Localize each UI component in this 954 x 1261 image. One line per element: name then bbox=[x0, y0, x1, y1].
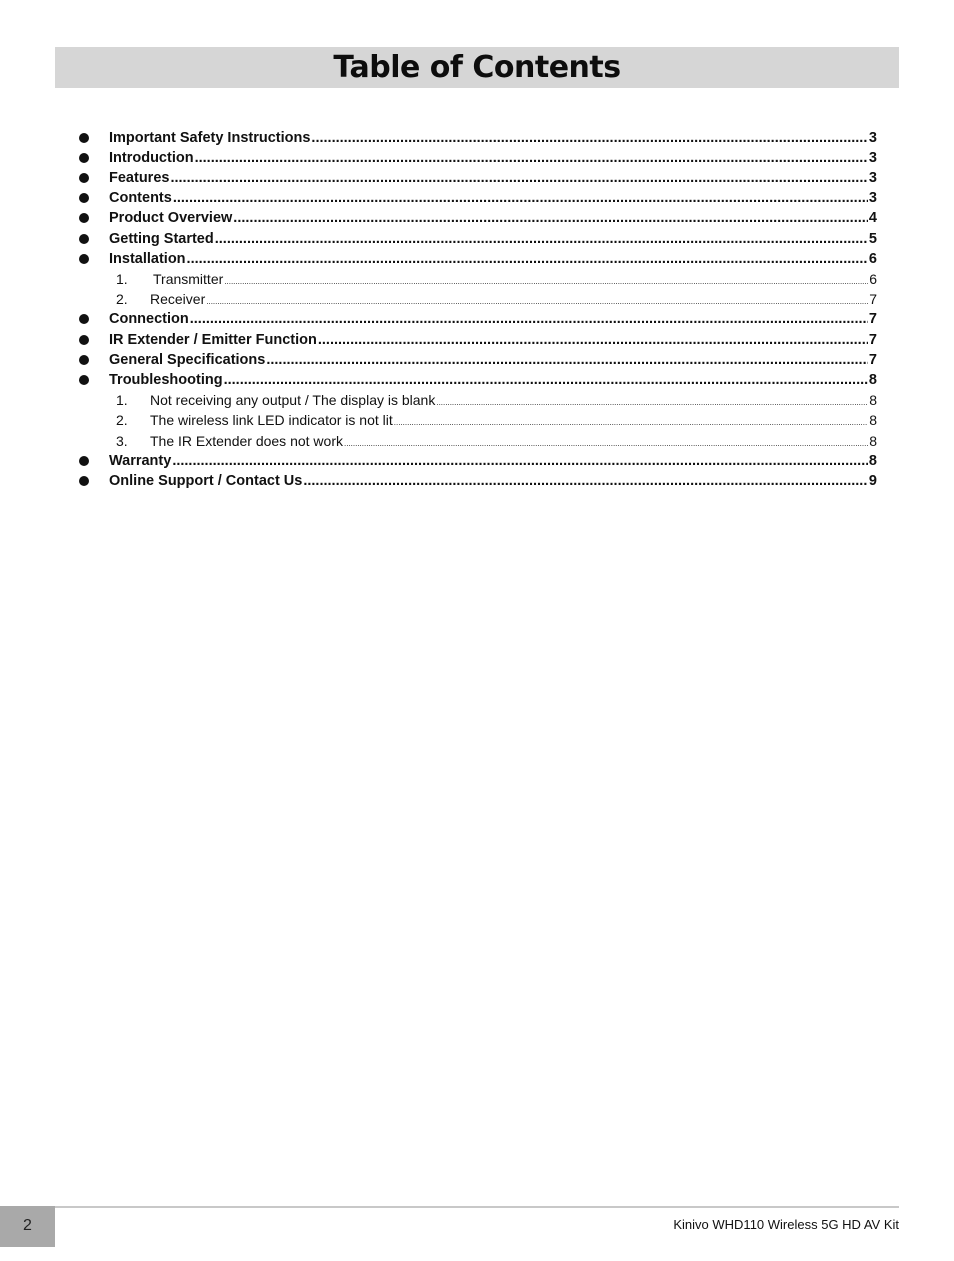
toc-subentry[interactable] bbox=[0, 289, 954, 309]
leader-dots bbox=[318, 330, 868, 350]
title-bar bbox=[55, 47, 899, 88]
toc-entry-label: General Specifications bbox=[109, 352, 266, 368]
toc-entry[interactable] bbox=[0, 451, 954, 471]
leader-dots bbox=[303, 471, 868, 491]
footer-divider bbox=[55, 1206, 899, 1208]
toc-entry-label: Installation bbox=[109, 251, 186, 267]
toc-entry[interactable] bbox=[0, 229, 954, 249]
toc-entry[interactable] bbox=[0, 471, 954, 491]
toc-subentry-number: 2. bbox=[116, 291, 128, 307]
toc-subentry-label: The wireless link LED indicator is not lit bbox=[150, 412, 393, 428]
toc-entry-page: 3 bbox=[868, 150, 877, 166]
toc-subentry-number: 1. bbox=[116, 392, 128, 408]
bullet-icon bbox=[79, 254, 89, 264]
toc-entry-label: Contents bbox=[109, 190, 172, 206]
toc-entry-page: 8 bbox=[868, 453, 877, 469]
toc-entry[interactable] bbox=[0, 350, 954, 370]
leader-dots bbox=[170, 168, 867, 188]
toc-subentry-page: 6 bbox=[869, 271, 877, 287]
toc-subentry-label: Receiver bbox=[150, 291, 206, 307]
bullet-icon bbox=[79, 213, 89, 223]
toc-entry[interactable] bbox=[0, 309, 954, 329]
toc-entry-label: Warranty bbox=[109, 453, 172, 469]
leader-dots bbox=[233, 208, 868, 228]
toc-subentry-number: 3. bbox=[116, 433, 128, 449]
toc-entry[interactable] bbox=[0, 249, 954, 269]
toc-entry[interactable] bbox=[0, 168, 954, 188]
toc-entry-label: Getting Started bbox=[109, 231, 214, 247]
toc-subentry-page: 7 bbox=[869, 291, 877, 307]
toc-entry-page: 3 bbox=[868, 170, 877, 186]
toc-entry-label: IR Extender / Emitter Function bbox=[109, 332, 317, 348]
leader-dots bbox=[266, 350, 868, 370]
toc-subentry-page: 8 bbox=[869, 433, 877, 449]
toc-subentry-number: 1. bbox=[116, 271, 128, 287]
toc-subentry-label: Transmitter bbox=[153, 271, 224, 287]
toc-entry-page: 3 bbox=[868, 190, 877, 206]
bullet-icon bbox=[79, 355, 89, 365]
bullet-icon bbox=[79, 314, 89, 324]
toc-entry-page: 3 bbox=[868, 130, 877, 146]
bullet-icon bbox=[79, 193, 89, 203]
toc-entry-page: 5 bbox=[868, 231, 877, 247]
toc-subentry-page: 8 bbox=[869, 392, 877, 408]
toc-entry-page: 6 bbox=[868, 251, 877, 267]
toc-subentry[interactable] bbox=[0, 410, 954, 430]
toc-entry[interactable] bbox=[0, 188, 954, 208]
toc-entry-label: Troubleshooting bbox=[109, 372, 223, 388]
page-number-box bbox=[0, 1206, 55, 1247]
bullet-icon bbox=[79, 133, 89, 143]
toc-entry-label: Online Support / Contact Us bbox=[109, 473, 303, 489]
toc-subentry[interactable] bbox=[0, 390, 954, 410]
leader-dots bbox=[311, 128, 868, 148]
bullet-icon bbox=[79, 234, 89, 244]
toc-entry-page: 9 bbox=[868, 473, 877, 489]
leader-dots bbox=[172, 451, 868, 471]
toc-subentry-number: 2. bbox=[116, 412, 128, 428]
toc-entry[interactable] bbox=[0, 370, 954, 390]
bullet-icon bbox=[79, 153, 89, 163]
leader-dots bbox=[394, 413, 868, 433]
toc-entry-label: Important Safety Instructions bbox=[109, 130, 311, 146]
toc-entry-page: 4 bbox=[868, 210, 877, 226]
toc-subentry-page: 8 bbox=[869, 412, 877, 428]
toc-entry[interactable] bbox=[0, 208, 954, 228]
toc-entry-label: Product Overview bbox=[109, 210, 233, 226]
toc-subentry-label: The IR Extender does not work bbox=[150, 433, 343, 449]
toc-subentry[interactable] bbox=[0, 269, 954, 289]
footer-product-name: Kinivo WHD110 Wireless 5G HD AV Kit bbox=[673, 1217, 899, 1232]
bullet-icon bbox=[79, 335, 89, 345]
toc-entry-page: 7 bbox=[868, 332, 877, 348]
bullet-icon bbox=[79, 375, 89, 385]
leader-dots bbox=[195, 148, 868, 168]
leader-dots bbox=[187, 249, 868, 269]
bullet-icon bbox=[79, 173, 89, 183]
toc-entry-label: Connection bbox=[109, 311, 189, 327]
bullet-icon bbox=[79, 456, 89, 466]
toc-entry[interactable] bbox=[0, 128, 954, 148]
page-title: Table of Contents bbox=[333, 50, 621, 85]
toc-entry-label: Features bbox=[109, 170, 170, 186]
leader-dots bbox=[190, 309, 868, 329]
leader-dots bbox=[173, 188, 868, 208]
leader-dots bbox=[224, 370, 868, 390]
toc-entry-page: 7 bbox=[868, 352, 877, 368]
toc-subentry-label: Not receiving any output / The display is blank bbox=[150, 392, 436, 408]
toc-subentry[interactable] bbox=[0, 431, 954, 451]
toc-entry-page: 7 bbox=[868, 311, 877, 327]
page-number: 2 bbox=[23, 1217, 32, 1234]
toc-entry-label: Introduction bbox=[109, 150, 194, 166]
bullet-icon bbox=[79, 476, 89, 486]
leader-dots bbox=[215, 229, 868, 249]
toc-entry-page: 8 bbox=[868, 372, 877, 388]
toc-entry[interactable] bbox=[0, 148, 954, 168]
toc-entry[interactable] bbox=[0, 330, 954, 350]
